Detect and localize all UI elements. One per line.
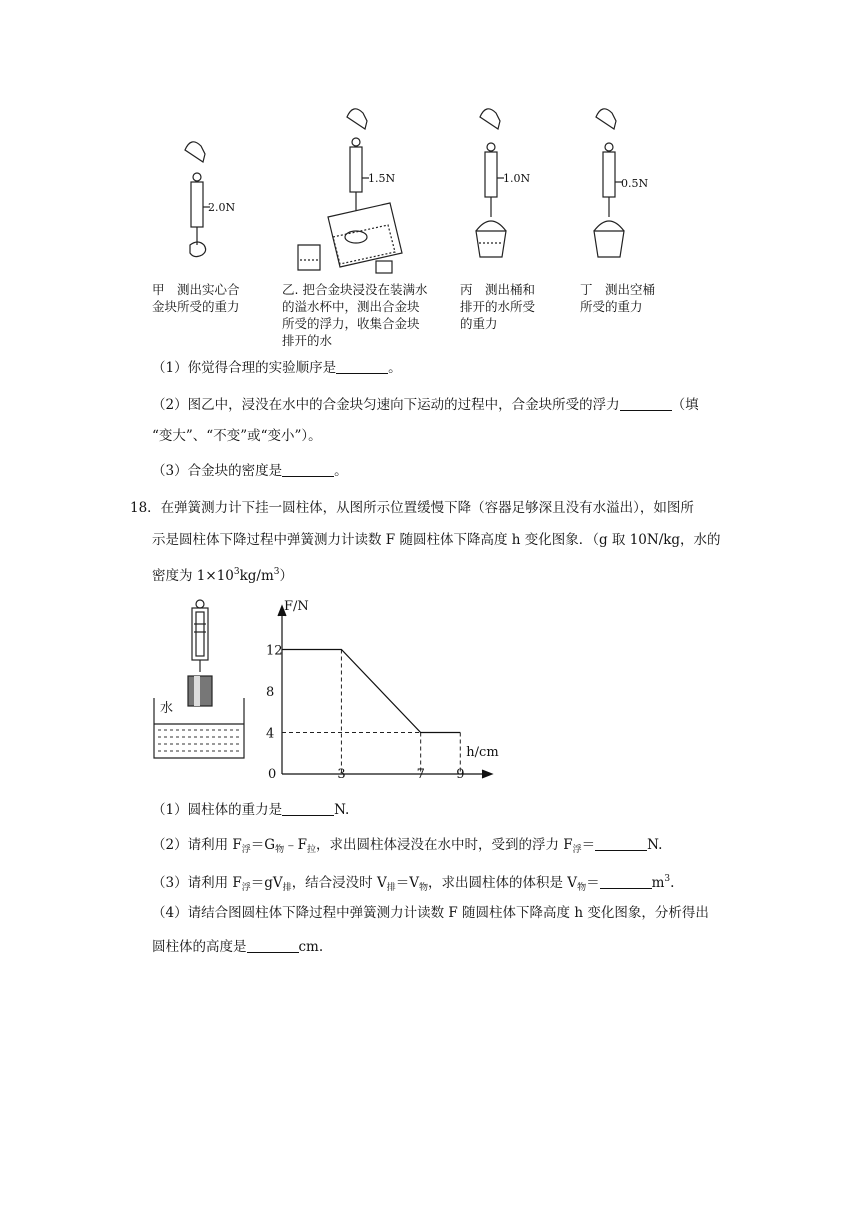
q18-stem-line-1: 18．在弹簧测力计下挂一圆柱体，从图所示位置缓慢下降（容器足够深且没有水溢出），如图所 bbox=[130, 500, 694, 516]
y-tick-label: 4 bbox=[266, 726, 275, 742]
apparatus-figure bbox=[148, 598, 258, 778]
y-tick-label: 8 bbox=[266, 685, 275, 700]
x-tick-label: 9 bbox=[456, 767, 465, 782]
force-height-chart bbox=[262, 596, 502, 786]
q17-item-2: （2）图乙中，浸没在水中的合金块匀速向下运动的过程中，合金块所受的浮力 （填 bbox=[152, 397, 699, 413]
scale-label-bing: 1.0N bbox=[503, 172, 531, 185]
caption-bing: 丙 测出桶和 排开的水所受 的重力 bbox=[460, 282, 536, 331]
q18-stem-line-3: 密度为 $1\times 10^3kg/m^3$） bbox=[152, 567, 294, 584]
q17-item-3: （3）合金块的密度是 。 bbox=[152, 463, 348, 479]
experiment-figure bbox=[150, 105, 710, 285]
y-axis-label: F/N bbox=[284, 599, 309, 614]
x-tick-label: 7 bbox=[416, 767, 425, 782]
water-label: 水 bbox=[160, 701, 174, 716]
series-line bbox=[282, 650, 460, 733]
answer-blank[interactable] bbox=[620, 396, 672, 411]
q18-stem-line-2: 示是圆柱体下降过程中弹簧测力计读数 F 随圆柱体下降高度 h 变化图象．（g 取 10N/kg，水的 bbox=[152, 532, 721, 548]
panel-bing-scale bbox=[476, 109, 506, 257]
y-tick-label: 12 bbox=[266, 643, 283, 659]
x-axis-arrow bbox=[482, 770, 492, 778]
scale-label-jia: 2.0N bbox=[208, 201, 236, 214]
x-axis-label: h/cm bbox=[466, 745, 499, 760]
q17-item-1: （1）你觉得合理的实验顺序是 。 bbox=[152, 360, 402, 376]
caption-yi: 乙. 把合金块浸没在装满水 的溢水杯中，测出合金块 所受的浮力，收集合金块 排开的水 bbox=[282, 282, 428, 348]
answer-blank[interactable] bbox=[336, 359, 388, 374]
answer-blank[interactable] bbox=[247, 938, 299, 953]
q18-item-2: （2）请利用 $F_浮=G_物﹣F_拉$，求出圆柱体浸没在水中时，受到的浮力 $F_浮= N$. bbox=[152, 837, 663, 855]
x-tick-label: 3 bbox=[337, 767, 346, 782]
answer-blank[interactable] bbox=[595, 836, 647, 851]
scale-label-yi: 1.5N bbox=[368, 172, 396, 185]
x-tick-label: 0 bbox=[268, 767, 277, 782]
scale-label-ding: 0.5N bbox=[621, 177, 649, 190]
q18-item-4: （4）请结合图圆柱体下降过程中弹簧测力计读数 F 随圆柱体下降高度 h 变化图象，分析得出 bbox=[152, 905, 709, 921]
answer-blank[interactable] bbox=[282, 801, 334, 816]
q18-item-4-cont: 圆柱体的高度是 cm. bbox=[152, 939, 324, 955]
q18-item-1: （1）圆柱体的重力是 N. bbox=[152, 802, 350, 818]
answer-blank[interactable] bbox=[600, 874, 652, 889]
q17-item-2-cont: “变大”、“不变”或“变小”）。 bbox=[152, 428, 322, 444]
panel-ding-scale bbox=[594, 109, 624, 257]
answer-blank[interactable] bbox=[282, 462, 334, 477]
caption-ding: 丁 测出空桶 所受的重力 bbox=[580, 282, 656, 314]
panel-jia-scale bbox=[185, 142, 210, 257]
caption-jia: 甲 测出实心合 金块所受的重力 bbox=[152, 282, 240, 314]
q18-item-3: （3）请利用 $F_浮=gV_排$，结合浸没时 $V_排=V_物$，求出圆柱体的体积是 $V_物= m^3$. bbox=[152, 874, 675, 893]
panel-yi-scale bbox=[298, 109, 402, 273]
